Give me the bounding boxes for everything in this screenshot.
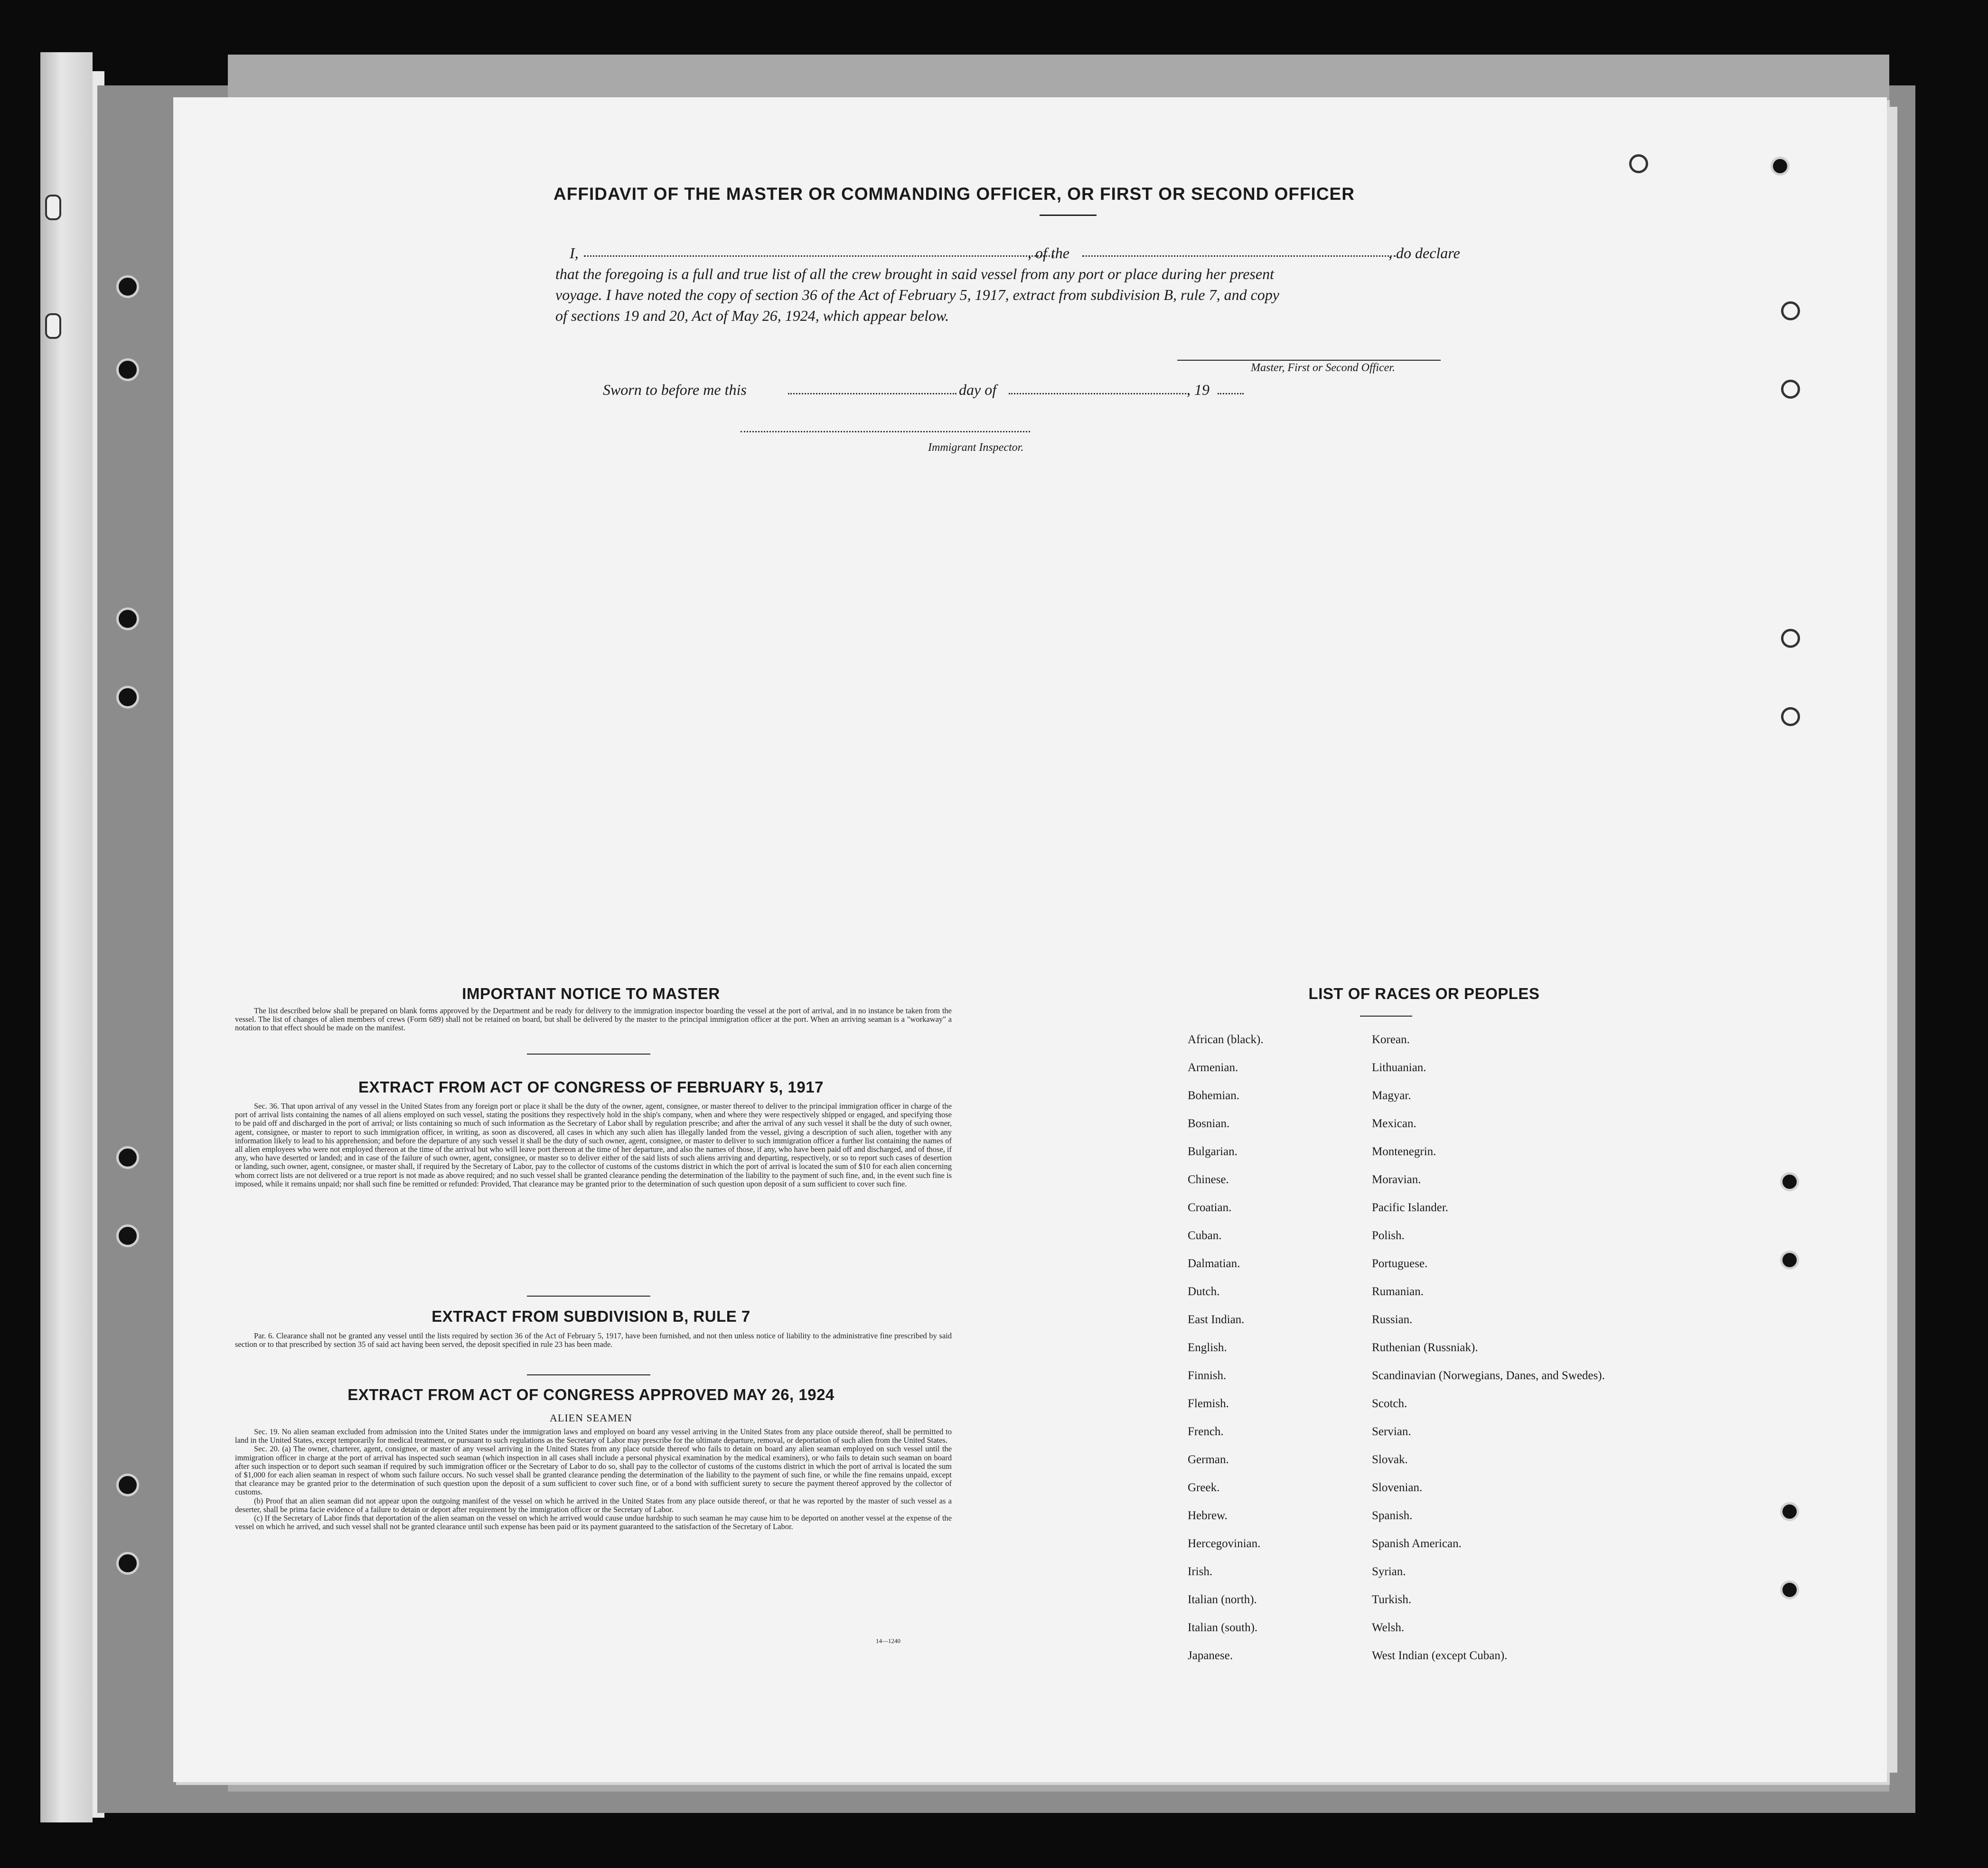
race-item: Flemish. [1188,1397,1229,1410]
race-item: West Indian (except Cuban). [1372,1649,1508,1662]
punch-hole [116,358,139,381]
race-item: Syrian. [1372,1565,1406,1578]
race-item: Lithuanian. [1372,1061,1426,1074]
form-number: 14—1240 [876,1637,900,1644]
race-item: Mexican. [1372,1117,1416,1130]
race-item: Welsh. [1372,1621,1405,1634]
race-item: Moravian. [1372,1173,1421,1186]
race-item: Croatian. [1188,1201,1232,1214]
affidavit-line4: of sections 19 and 20, Act of May 26, 1924, which appear below. [555,307,949,324]
extract-1917-text [235,1102,952,1188]
race-item: Finnish. [1188,1369,1227,1382]
races-column-2 [1372,1033,1609,1677]
punch-hole [1780,1172,1799,1191]
sec-20b-paragraph: (b) Proof that an alien seaman did not appear upon the outgoing manifest of the vessel on which he arrived in the United States from any place outside thereof, or that he was reported by the master of such vessel as a deserter, shall be prima facie evidence of a failure to detain or deport after requirement by the immigration officer or the Secretary of Labor. [235,1496,952,1514]
punch-hole [1781,707,1800,726]
race-item: Servian. [1372,1425,1411,1438]
race-item: Armenian. [1188,1061,1238,1074]
affidavit-line3: voyage. I have noted the copy of section 36 of the Act of February 5, 1917, extract from subdivision B, rule 7, and copy [555,286,1279,303]
extract-1917-title: EXTRACT FROM ACT OF CONGRESS OF FEBRUARY 5, 1917 [358,1078,824,1096]
sworn-year: , 19 [1187,381,1210,398]
race-item: Pacific Islander. [1372,1201,1449,1214]
race-item: Russian. [1372,1313,1413,1326]
binder-slot [45,195,61,220]
par-6-paragraph: Par. 6. Clearance shall not be granted any vessel until the lists required by section 36 of the Act of February 5, 1917, have been furnished, and not then unless notice of liability to the administrative fine prescribed by said section or to that prescribed by section 35 of said act having been served, the deposit specified in rule 23 has been made. [235,1331,952,1349]
punch-hole [1780,1502,1799,1521]
race-item: Irish. [1188,1565,1213,1578]
race-item: Dutch. [1188,1285,1220,1298]
race-item: Italian (north). [1188,1593,1257,1606]
race-item: Cuban. [1188,1229,1222,1242]
sworn-day-blank[interactable] [788,393,956,394]
notice-text [235,1007,952,1033]
punch-hole [1781,380,1800,399]
races-title: LIST OF RACES OR PEOPLES [1308,985,1540,1002]
race-item: Chinese. [1188,1173,1229,1186]
sworn-month-blank[interactable] [1009,393,1189,394]
punch-hole [116,607,139,630]
affidavit-title: AFFIDAVIT OF THE MASTER OR COMMANDING OFFICER, OR FIRST OR SECOND OFFICER [553,184,1355,204]
race-item: Turkish. [1372,1593,1412,1606]
binder-slot [45,313,61,339]
alien-seamen-subtitle: ALIEN SEAMEN [550,1412,632,1424]
sworn-day-of: day of [959,381,997,398]
race-item: Bohemian. [1188,1089,1240,1102]
races-column-1 [1188,1033,1359,1677]
extract-1924-title: EXTRACT FROM ACT OF CONGRESS APPROVED MAY 26, 1924 [347,1386,835,1403]
sworn-year-blank[interactable] [1218,393,1244,394]
punch-hole [116,1474,139,1496]
race-item: Bosnian. [1188,1117,1230,1130]
affidavit-line2: that the foregoing is a full and true list of all the crew brought in said vessel from any port or place during her present [555,265,1274,282]
punch-hole [1780,1251,1799,1270]
signature-line[interactable] [1177,360,1441,361]
race-item: Spanish American. [1372,1537,1462,1550]
extract-1924-text [235,1428,952,1531]
race-item: Scotch. [1372,1397,1407,1410]
race-item: Polish. [1372,1229,1405,1242]
punch-hole [116,686,139,709]
sec-20a-paragraph: Sec. 20. (a) The owner, charterer, agent, consignee, or master of any vessel arriving in the United States from any place outside thereof who fails to detain on board any alien seaman employed on such vessel until the immigration officer in charge at the port of arrival has inspected such seaman (which inspection in all cases shall include a personal physical examination by the medical examiners), or who fails to detain such seaman on board after such inspection or to deport such seaman if required by such immigration officer or the Secretary of Labor to do so, shall pay to the collector of customs of the customs district in which the port of arrival is located the sum of $1,000 for each alien seaman in respect of whom such failure occurs. No such vessel shall be granted clearance pending the determination of the liability to the payment of such fine, or while the fine remains unpaid, except that clearance may be granted prior to the determination of such question upon the deposit of a sum sufficient to cover such fine, or of a bond with sufficient surety to secure the payment thereof approved by the collector of customs. [235,1444,952,1497]
race-item: Bulgarian. [1188,1145,1238,1158]
race-item: Greek. [1188,1481,1220,1494]
affidavit-i: I, [570,244,579,262]
page-edge [1887,107,1897,1773]
race-item: Spanish. [1372,1509,1413,1522]
name-blank[interactable] [584,255,1054,257]
sec-19-paragraph: Sec. 19. No alien seaman excluded from admission into the United States under the immigration laws and employed on board any vessel arriving in the United States from any place outside thereof, shall be permitted to land in the United States, except temporarily for medical treatment, or pursuant to such regulations as the Secretary of Labor may prescribe for the ultimate departure, removal, or deportation of such alien from the United States. [235,1427,952,1445]
race-item: Dalmatian. [1188,1257,1240,1270]
affidavit-of-the: , of the [1028,244,1069,262]
race-item: Slovenian. [1372,1481,1423,1494]
punch-hole [1781,629,1800,648]
vessel-blank[interactable] [1082,255,1396,257]
inspector-signature-line[interactable] [741,431,1030,432]
race-item: African (black). [1188,1033,1264,1046]
notice-title: IMPORTANT NOTICE TO MASTER [462,985,720,1002]
race-item: French. [1188,1425,1224,1438]
rule7-title: EXTRACT FROM SUBDIVISION B, RULE 7 [431,1308,750,1325]
race-item: Italian (south). [1188,1621,1258,1634]
race-item: English. [1188,1341,1227,1354]
punch-hole [1629,154,1648,173]
title-rule [1040,215,1097,216]
section-rule [527,1054,650,1055]
punch-hole [1780,1580,1799,1599]
sec-20c-paragraph: (c) If the Secretary of Labor finds that deportation of the alien seaman on the vessel on which he arrived would cause undue hardship to such seaman he may cause him to be deported on another vessel at the expense of the vessel on which he arrived, and such vessel shall not be granted clearance until such expense has been paid or its payment guaranteed to the satisfaction of the Secretary of Labor. [235,1513,952,1532]
race-item: Hercegovinian. [1188,1537,1261,1550]
punch-hole [1771,157,1790,176]
race-item: Slovak. [1372,1453,1408,1466]
section-rule [527,1374,650,1375]
punch-hole [116,275,139,298]
race-item: Portuguese. [1372,1257,1428,1270]
race-item: Montenegrin. [1372,1145,1436,1158]
race-item: Scandinavian (Norwegians, Danes, and Swedes). [1372,1369,1605,1382]
sworn-prefix: Sworn to before me this [603,381,747,398]
section-rule [527,1296,650,1297]
race-item: Rumanian. [1372,1285,1424,1298]
punch-hole [116,1224,139,1247]
sec-36-paragraph: Sec. 36. That upon arrival of any vessel in the United States from any foreign port or place it shall be the duty of the owner, agent, consignee, or master thereof to deliver to the principal immigration officer in charge of the port of arrival lists containing the names of all aliens employed on such vessel, stating the positions they respectively hold in the ship's company, when and where they were respectively shipped or engaged, and specifying those to be paid off and discharged in the port of arrival; or lists containing so much of such information as the Secretary of Labor shall by regulation prescribe; and after the arrival of any such vessel it shall be the duty of such owner, agent, consignee, or master to report to such immigration officer, in writing, as soon as discovered, all cases in which any such alien has illegally landed from the vessel, giving a description of such alien, together with any information likely to lead to his apprehension; and before the departure of any such vessel it shall be the duty of such owner, agent, consignee, or master to deliver to such immigration officer a further list containing the names of all alien employees who were not employed thereon at the time of the arrival but who will leave port thereon at the time of her departure, and also the names of those, if any, who have been paid off and discharged, and of those, if any, who have deserted or landed; and in case of the failure of such owner, agent, consignee, or master so to deliver either of the said lists of such aliens arriving and departing, respectively, or so to report such cases of desertion or landing, such owner, agent, consignee, or master shall, if required by the Secretary of Labor, pay to the collector of customs of the customs district in which the port of arrival is located the sum of $10 for each alien concerning whom correct lists are not delivered or a true report is not made as above required; and no such vessel shall be granted clearance pending the determination of the liability to the payment of such fine, and, in the event such fine is imposed, while it remains unpaid; nor shall such fine be remitted or refunded: Provided, That clearance may be granted prior to the determination of such question upon deposit of a sum sufficient to cover such fine. [235,1102,952,1188]
race-item: Hebrew. [1188,1509,1228,1522]
signature-label: Master, First or Second Officer. [1251,362,1395,374]
race-item: East Indian. [1188,1313,1245,1326]
punch-hole [116,1552,139,1575]
race-item: Ruthenian (Russniak). [1372,1341,1478,1354]
rule7-text [235,1332,952,1349]
race-item: Japanese. [1188,1649,1233,1662]
punch-hole [1781,301,1800,320]
race-item: Korean. [1372,1033,1410,1046]
punch-hole [116,1146,139,1169]
affidavit-declare: , do declare [1388,244,1460,262]
race-item: German. [1188,1453,1229,1466]
races-rule [1360,1016,1412,1017]
race-item: Magyar. [1372,1089,1411,1102]
notice-paragraph: The list described below shall be prepared on blank forms approved by the Department and be ready for delivery to the immigration inspector boarding the vessel at the port of arrival, and in no instance be taken from the vessel. The list of changes of alien members of crews (Form 689) shall not be retained on board, but shall be delivered by the master to the principal immigration officer at the port. When an arriving seaman is a "workaway" a notation to that effect should be made on the manifest. [235,1006,952,1033]
inspector-label: Immigrant Inspector. [928,441,1024,454]
